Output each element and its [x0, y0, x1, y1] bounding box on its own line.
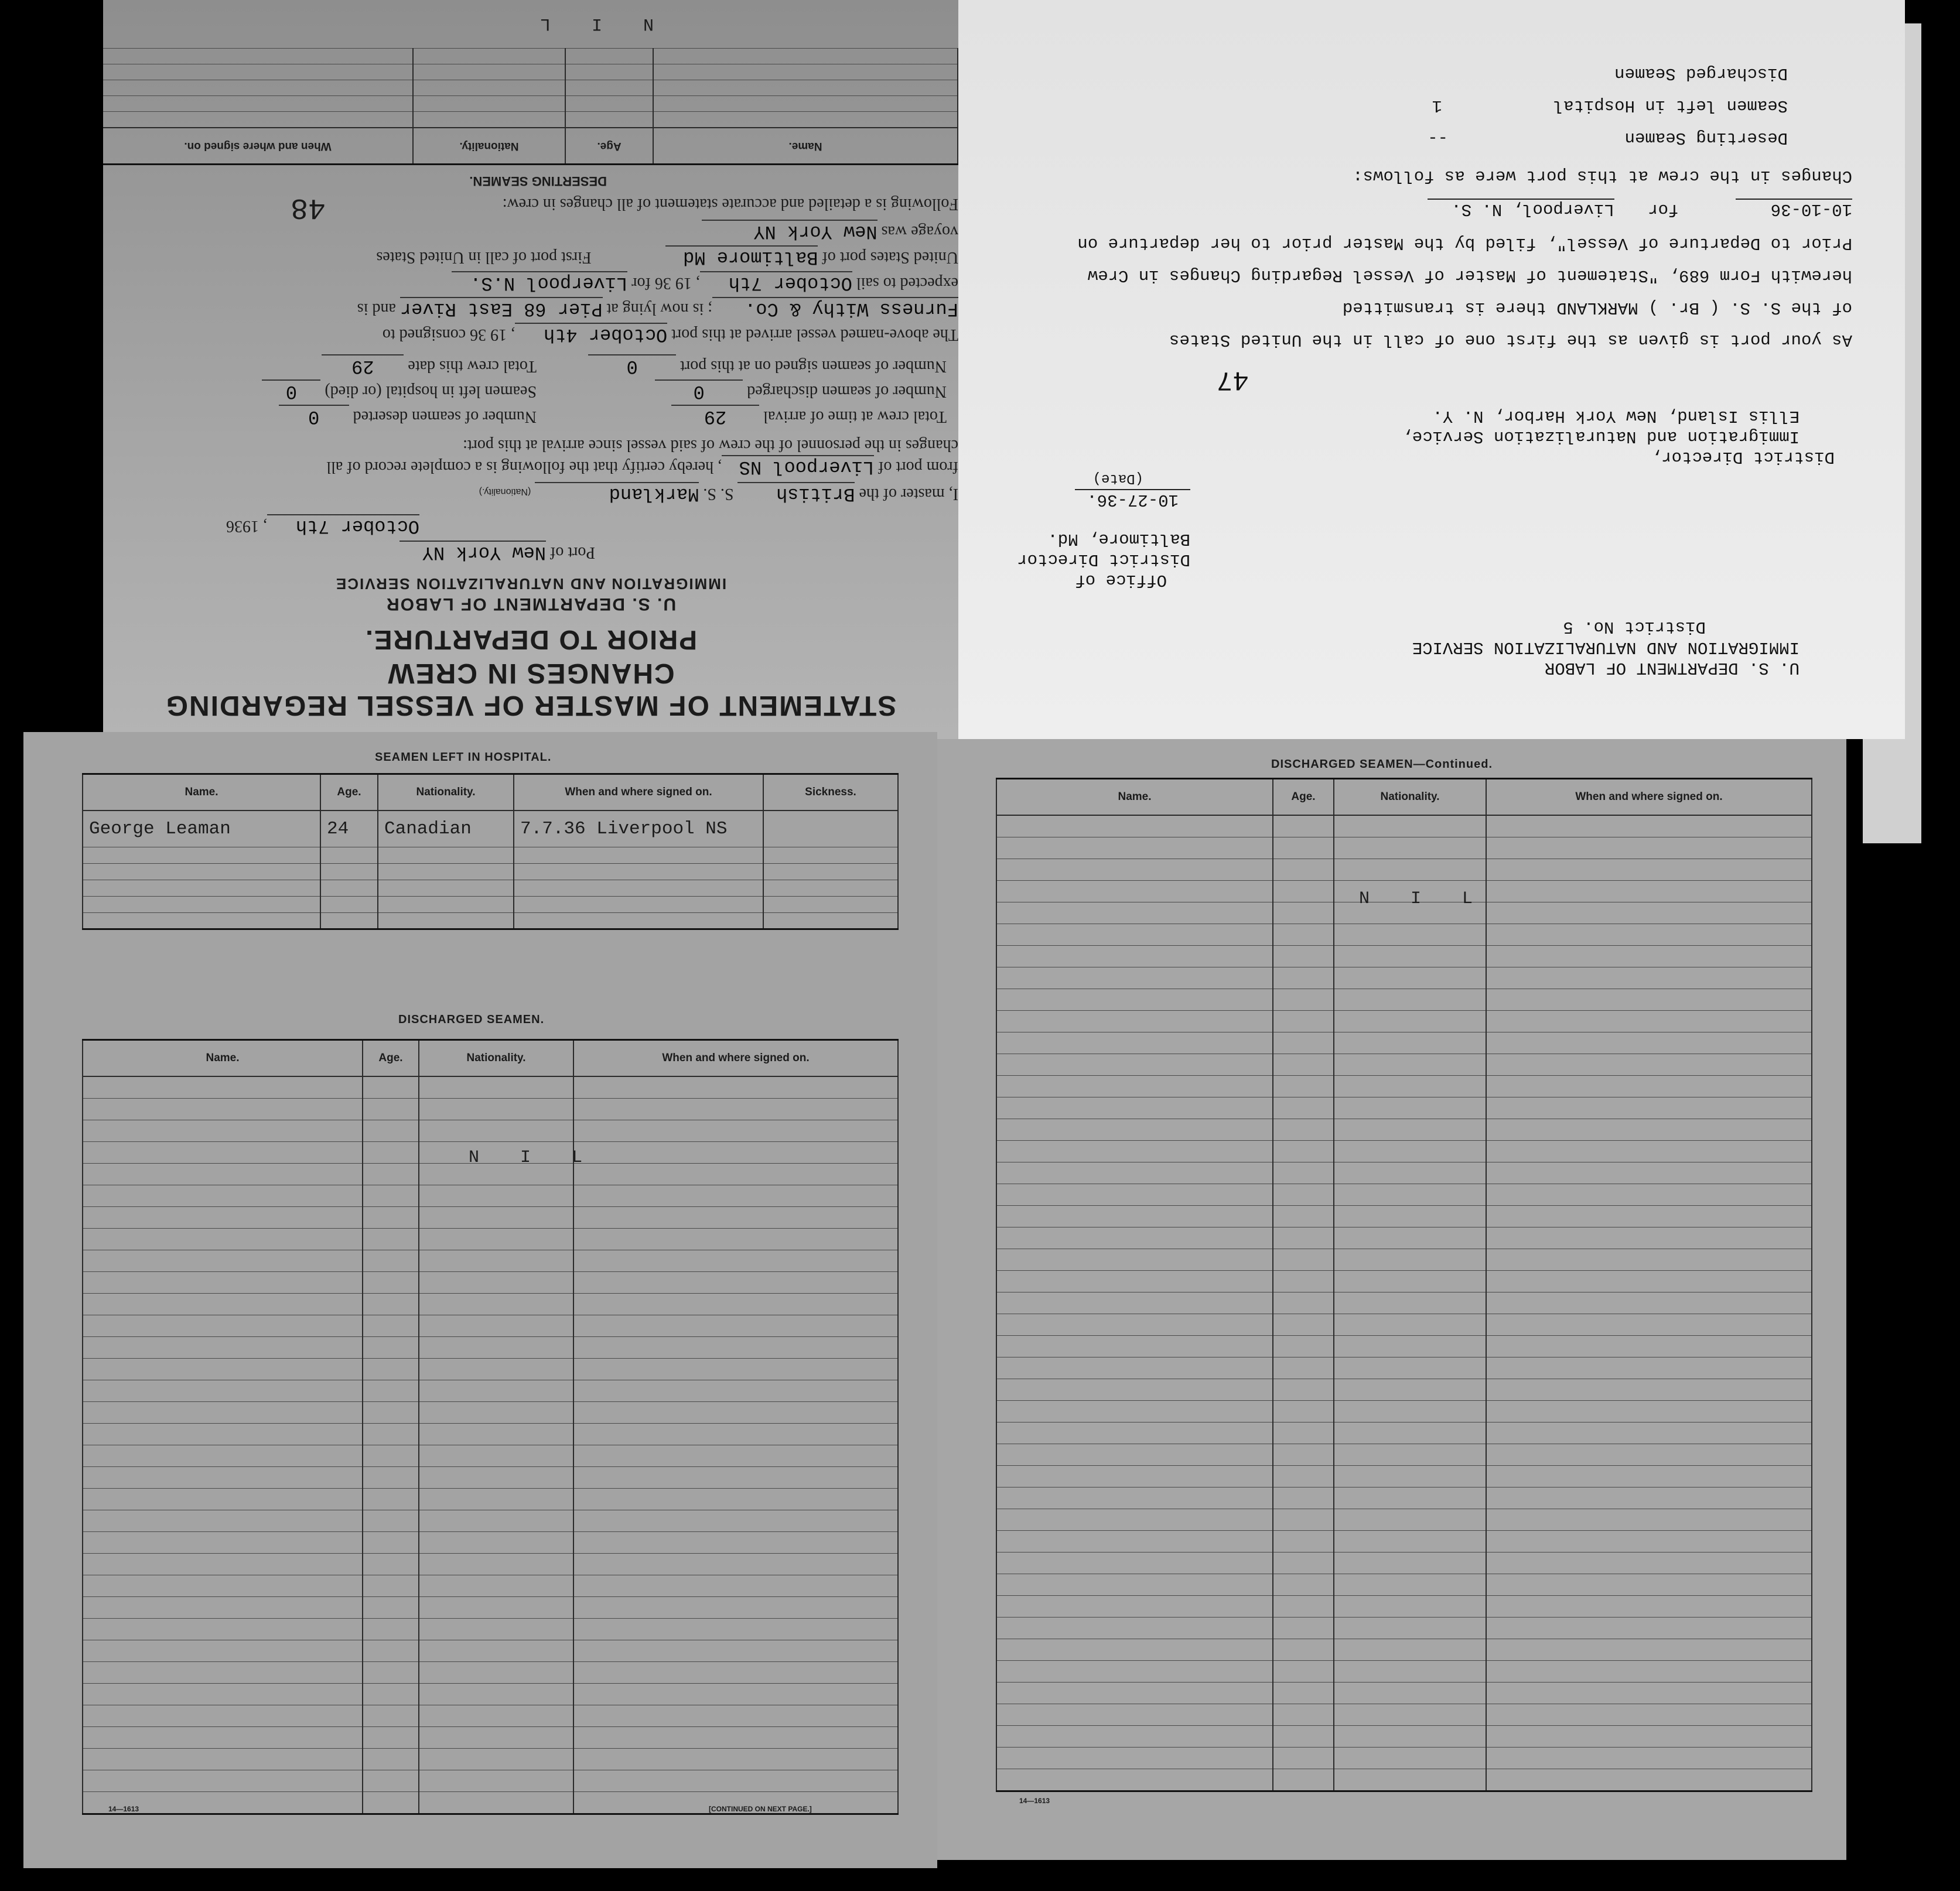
hospital-table — [82, 773, 899, 930]
table-row — [996, 1249, 1812, 1271]
letter-stamp-number: 47 — [1216, 364, 1249, 395]
seaman-sickness — [763, 811, 898, 847]
table-row — [83, 1185, 898, 1207]
table-row — [996, 1184, 1812, 1206]
voyage-line: voyage was New York NY — [702, 220, 958, 242]
table-row — [996, 1401, 1812, 1422]
table-row — [996, 1726, 1812, 1748]
letter-office-director: District Director — [1017, 550, 1190, 569]
col-age: Age. — [565, 128, 653, 165]
left-page — [23, 732, 937, 1868]
consignee-line: Furness Withy & Co.; is now lying at Pier 68 East River and is — [357, 298, 958, 320]
seaman-signed-on: 7.7.36 Liverpool NS — [514, 811, 763, 847]
table-row — [996, 1271, 1812, 1292]
table-row — [83, 1489, 898, 1510]
letter-rotated — [958, 0, 1905, 739]
col-signed: When and where signed on. — [103, 128, 413, 165]
table-row — [996, 1488, 1812, 1509]
col-signed: When and where signed on. — [514, 774, 763, 811]
hospital-title: SEAMEN LEFT IN HOSPITAL. — [375, 751, 552, 764]
letter-discharged: Discharged Seamen — [1614, 64, 1788, 83]
table-row — [83, 1510, 898, 1532]
letter-deserting-value: -- — [1428, 128, 1448, 148]
letter-district: District No. 5 — [1563, 617, 1706, 637]
table-row — [996, 1748, 1812, 1769]
nationality-value: British — [738, 482, 855, 505]
letter-para-1: As your port is given as the first one of call in the United States — [1169, 330, 1852, 350]
table-row — [996, 1097, 1812, 1119]
table-row — [996, 1596, 1812, 1618]
table-row — [83, 1749, 898, 1770]
table-row — [83, 1359, 898, 1380]
col-nationality: Nationality. — [419, 1040, 573, 1077]
form-subtitle: PRIOR TO DEPARTURE. — [364, 625, 697, 655]
letter-para-3: herewith Form 689, "Statement of Master of Vessel Regarding Changes in Crew — [1087, 266, 1852, 285]
from-port-value: Liverpool NS — [722, 455, 874, 478]
discharged-continued-title: DISCHARGED SEAMEN—Continued. — [1271, 758, 1493, 771]
table-row — [996, 815, 1812, 837]
letter-date-caption: (Date) — [1092, 470, 1143, 486]
form-number: 14—1613 — [1019, 1797, 1050, 1805]
seaman-nationality: Canadian — [378, 811, 514, 847]
deserting-title: DESERTING SEAMEN. — [469, 174, 607, 189]
table-row — [996, 1011, 1812, 1032]
col-name: Name. — [83, 1040, 363, 1077]
letter-addr-2: Immigration and Naturalization Service, — [1402, 427, 1799, 446]
table-row — [996, 946, 1812, 967]
table-row — [83, 1294, 898, 1315]
col-sickness: Sickness. — [763, 774, 898, 811]
date-value: October 7th — [267, 514, 419, 537]
letter-addr-3: Ellis Island, New York Harbor, N. Y. — [1432, 406, 1799, 426]
table-row — [996, 837, 1812, 859]
table-row — [996, 1639, 1812, 1661]
port-value: New York NY — [399, 541, 546, 563]
from-port-line: from port of Liverpool NS, hereby certify that the following is a complete record of all — [326, 456, 958, 478]
table-row — [83, 1619, 898, 1640]
table-row — [996, 1509, 1812, 1531]
table-row — [83, 1076, 898, 1099]
table-row — [83, 1445, 898, 1467]
table-row — [996, 1032, 1812, 1054]
date-line: October 7th, 1936 — [226, 515, 419, 537]
table-row — [83, 1229, 898, 1250]
table-row — [996, 1227, 1812, 1249]
discharged-line: Number of seamen discharged 0 — [655, 379, 947, 402]
table-row — [996, 1618, 1812, 1639]
total-arrival-line: Total crew at time of arrival 29 — [671, 405, 947, 428]
table-row — [996, 1141, 1812, 1162]
table-row — [996, 1683, 1812, 1704]
table-row — [83, 1532, 898, 1554]
table-row — [996, 1314, 1812, 1336]
table-row — [83, 1380, 898, 1402]
us-port-line: United States port of Baltimore Md First port of call in United States — [376, 247, 958, 268]
table-row — [83, 1250, 898, 1272]
form-number: 14—1613 — [108, 1805, 139, 1813]
right-page — [937, 739, 1846, 1860]
table-row — [996, 1704, 1812, 1726]
table-row — [83, 1207, 898, 1229]
table-row — [996, 1531, 1812, 1553]
table-row — [83, 1705, 898, 1727]
stamp-number: 48 — [290, 190, 326, 224]
statement-form-sheet — [103, 0, 958, 739]
table-row — [996, 1336, 1812, 1357]
table-row — [83, 1662, 898, 1684]
following-line: Following is a detailed and accurate statement of all changes in crew: — [502, 195, 958, 213]
letter-office: Office of — [1075, 570, 1167, 590]
master-line: I, master of the British S. S. Markland (Nationality.) — [479, 483, 958, 505]
col-age: Age. — [1273, 779, 1334, 816]
table-row — [996, 859, 1812, 881]
letter-date: 10-27-36. — [1075, 489, 1190, 509]
table-row — [996, 1379, 1812, 1401]
table-row — [996, 1292, 1812, 1314]
col-name: Name. — [996, 779, 1273, 816]
col-signed: When and where signed on. — [1486, 779, 1812, 816]
continued-note: [CONTINUED ON NEXT PAGE.] — [709, 1805, 812, 1813]
port-line: Port of New York NY — [399, 541, 595, 563]
letter-office-city: Baltimore, Md. — [1047, 529, 1190, 549]
deserting-table — [103, 48, 958, 165]
table-row — [83, 1640, 898, 1662]
table-row — [83, 1272, 898, 1294]
table-row — [996, 1574, 1812, 1596]
table-row — [83, 1467, 898, 1489]
table-row — [996, 1119, 1812, 1141]
deserted-line: Number of seamen deserted 0 — [279, 405, 537, 428]
col-nationality: Nationality. — [1334, 779, 1486, 816]
table-row — [996, 1661, 1812, 1683]
table-row — [996, 1769, 1812, 1791]
table-row — [996, 1422, 1812, 1444]
letter-hospital-value: 1 — [1432, 96, 1442, 115]
table-row — [996, 989, 1812, 1011]
col-age: Age. — [320, 774, 378, 811]
table-row — [83, 1554, 898, 1575]
letter-para-4: Prior to Departure of Vessel", filed by the Master prior to her departure on — [1077, 234, 1852, 253]
table-row — [996, 967, 1812, 989]
table-row — [83, 1099, 898, 1120]
col-name: Name. — [653, 128, 958, 165]
letter-para-6: Changes in the crew at this port were as follows: — [1353, 166, 1852, 186]
table-row — [83, 1315, 898, 1337]
discharged-rows — [83, 1076, 898, 1814]
form-department: U. S. DEPARTMENT OF LABOR — [385, 594, 677, 614]
vessel-value: Markland — [535, 482, 699, 505]
table-row — [83, 1684, 898, 1705]
table-row — [996, 1466, 1812, 1488]
sail-line: expected to sail October 7th, 19 36 for Liverpool N.S. — [452, 271, 958, 294]
letter-para-2: of the S. S. ( Br. ) MARKLAND there is transmitted — [1342, 298, 1852, 317]
discharged-continued-rows — [996, 815, 1812, 1791]
table-row — [83, 1337, 898, 1359]
col-age: Age. — [363, 1040, 419, 1077]
table-row — [996, 1076, 1812, 1097]
table-row — [83, 1402, 898, 1424]
total-date-line: Total crew this date 29 — [322, 354, 537, 377]
changes-line: changes in the personnel of the crew of said vessel since arrival at this port: — [463, 436, 958, 454]
signed-line: Number of seamen signed on at this port 0 — [588, 354, 947, 377]
arrived-line: The above-named vessel arrived at this port October 4th, 19 36 consigned to — [382, 324, 958, 346]
deserting-nil: N I L — [524, 13, 654, 33]
form-service: IMMIGRATION AND NATURALIZATION SERVICE — [334, 575, 727, 593]
form-title: STATEMENT OF MASTER OF VESSEL REGARDING CHANGES IN CREW — [165, 658, 897, 721]
hospital-line: Seamen left in hospital (or died) 0 — [262, 379, 537, 402]
discharged-nil: N I L — [469, 1148, 598, 1168]
table-row — [83, 1575, 898, 1597]
table-row — [996, 1206, 1812, 1227]
table-row — [996, 1162, 1812, 1184]
discharged-continued-table — [996, 778, 1812, 1792]
statement-form-rotated — [103, 0, 958, 739]
table-row — [83, 811, 898, 847]
letter-sheet — [958, 0, 1905, 739]
letter-addr-1: District Director, — [1651, 447, 1835, 467]
table-row — [83, 1770, 898, 1792]
col-name: Name. — [83, 774, 320, 811]
table-row — [996, 924, 1812, 946]
table-row — [83, 1597, 898, 1619]
letter-para-5: 10-10-36 for Liverpool, N. S. — [1428, 200, 1852, 219]
letter-dept: U. S. DEPARTMENT OF LABOR — [1544, 658, 1799, 678]
letter-hospital: Seamen left in Hospital — [1553, 96, 1788, 115]
table-row — [83, 1727, 898, 1749]
col-signed: When and where signed on. — [573, 1040, 898, 1077]
letter-service: IMMIGRATION AND NATURALIZATION SERVICE — [1412, 638, 1799, 657]
table-row — [83, 1120, 898, 1142]
seaman-age: 24 — [320, 811, 378, 847]
table-row — [996, 1357, 1812, 1379]
letter-deserting: Deserting Seamen — [1624, 128, 1788, 148]
col-nationality: Nationality. — [378, 774, 514, 811]
table-row — [996, 1054, 1812, 1076]
table-row — [996, 1553, 1812, 1574]
table-row — [83, 1424, 898, 1445]
seaman-name: George Leaman — [83, 811, 320, 847]
col-nationality: Nationality. — [413, 128, 565, 165]
table-row — [996, 1444, 1812, 1466]
discharged-continued-nil: N I L — [1359, 889, 1488, 909]
discharged-title: DISCHARGED SEAMEN. — [398, 1013, 545, 1026]
